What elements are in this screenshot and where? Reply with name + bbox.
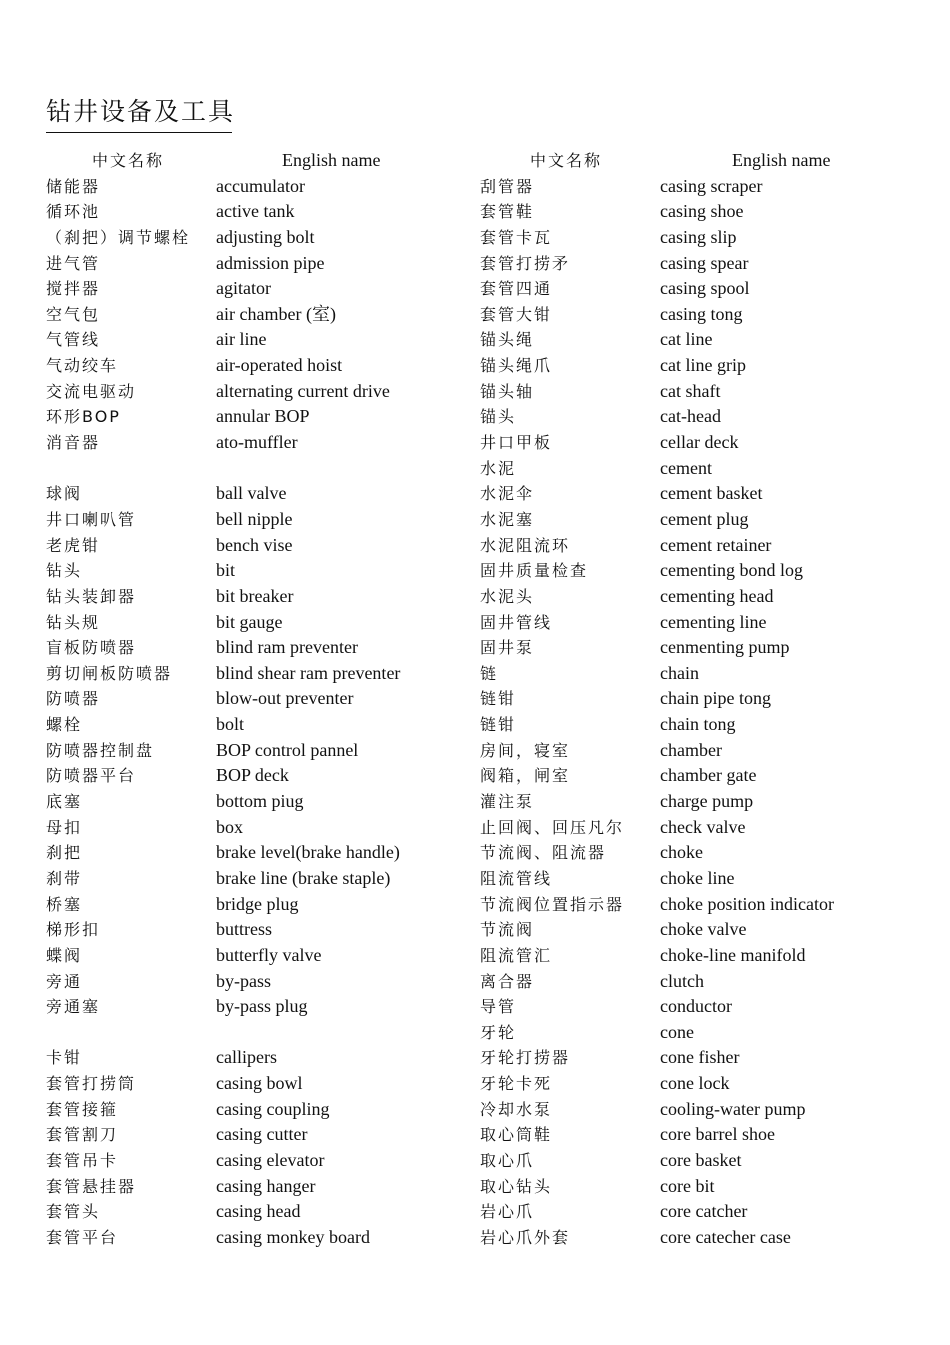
term-english: check valve [660, 816, 746, 837]
term-chinese: 套管打捞矛 [480, 253, 571, 273]
term-chinese: 节流阀位置指示器 [480, 894, 625, 914]
term-row [46, 276, 466, 302]
term-english: core basket [660, 1149, 742, 1170]
term-english: core catecher case [660, 1226, 791, 1247]
term-english: casing hanger [216, 1175, 316, 1196]
term-row [480, 1045, 920, 1071]
term-row [480, 251, 920, 277]
term-english: chain [660, 662, 699, 683]
term-chinese: 套管四通 [480, 279, 553, 299]
term-chinese: 搅拌器 [46, 279, 101, 299]
term-english: casing monkey board [216, 1226, 370, 1247]
term-row [480, 199, 920, 225]
term-english: clutch [660, 970, 704, 991]
term-chinese: 导管 [480, 997, 517, 1017]
term-english: butterfly valve [216, 944, 322, 965]
term-row [46, 302, 466, 328]
term-english: cat shaft [660, 380, 721, 401]
term-row [46, 1020, 466, 1046]
term-row [480, 738, 920, 764]
term-chinese: 牙轮卡死 [480, 1074, 553, 1094]
term-row [480, 174, 920, 200]
term-chinese: 气动绞车 [46, 356, 119, 376]
term-chinese: 蝶阀 [46, 945, 83, 965]
term-english: BOP deck [216, 765, 289, 786]
term-chinese: 旁通 [46, 971, 83, 991]
term-english: adjusting bolt [216, 226, 315, 247]
term-english: casing coupling [216, 1098, 330, 1119]
term-english: brake level(brake handle) [216, 842, 400, 863]
term-row [46, 1045, 466, 1071]
term-chinese: 防喷器 [46, 689, 101, 709]
term-chinese: 水泥头 [480, 586, 535, 606]
term-row [480, 610, 920, 636]
term-english: cone fisher [660, 1047, 740, 1068]
term-chinese: 锚头轴 [480, 381, 535, 401]
term-chinese: 锚头 [480, 407, 517, 427]
term-chinese: 冷却水泵 [480, 1099, 553, 1119]
term-english: casing scraper [660, 175, 763, 196]
term-english: core catcher [660, 1201, 748, 1222]
term-english: by-pass [216, 970, 271, 991]
term-row [480, 225, 920, 251]
header-chinese-name: 中文名称 [92, 151, 165, 170]
term-english: cementing bond log [660, 560, 803, 581]
term-english: casing elevator [216, 1149, 325, 1170]
term-english: callipers [216, 1047, 277, 1068]
term-row [46, 763, 466, 789]
term-row [480, 404, 920, 430]
term-english: alternating current drive [216, 380, 390, 401]
term-english: cement retainer [660, 534, 772, 555]
term-chinese: 套管吊卡 [46, 1150, 119, 1170]
term-english: choke position indicator [660, 893, 834, 914]
term-chinese: 套管平台 [46, 1227, 119, 1247]
term-english: cement basket [660, 483, 763, 504]
term-chinese: 套管割刀 [46, 1125, 119, 1145]
glossary-table-right [480, 148, 920, 1251]
term-chinese: 链钳 [480, 715, 517, 735]
term-row [480, 686, 920, 712]
table-header [480, 148, 920, 174]
term-chinese: 消音器 [46, 433, 101, 453]
term-row [480, 533, 920, 559]
term-row [480, 584, 920, 610]
term-chinese: 固井管线 [480, 612, 553, 632]
term-row [46, 815, 466, 841]
term-english: chain tong [660, 714, 736, 735]
term-chinese: 套管大钳 [480, 304, 553, 324]
term-chinese: 空气包 [46, 304, 101, 324]
term-chinese: 水泥伞 [480, 484, 535, 504]
term-row [46, 430, 466, 456]
term-row [46, 174, 466, 200]
term-row [480, 840, 920, 866]
glossary-table-left [46, 148, 466, 1251]
term-row [480, 789, 920, 815]
term-chinese: 旁通塞 [46, 997, 101, 1017]
term-chinese: 灌注泵 [480, 792, 535, 812]
term-row [480, 1148, 920, 1174]
term-chinese: 防喷器平台 [46, 766, 137, 786]
term-row [46, 1122, 466, 1148]
term-english: cementing head [660, 585, 774, 606]
term-chinese: 止回阀、回压凡尔 [480, 817, 625, 837]
term-chinese: 井口喇叭管 [46, 509, 137, 529]
term-chinese: 离合器 [480, 971, 535, 991]
term-row [46, 1225, 466, 1251]
term-row [480, 558, 920, 584]
term-chinese: 链 [480, 663, 499, 683]
term-english: casing tong [660, 303, 743, 324]
term-row [46, 994, 466, 1020]
term-english: air line [216, 329, 267, 350]
term-english: cement [660, 457, 712, 478]
term-chinese: 房间，寝室 [480, 740, 571, 760]
term-english: bench vise [216, 534, 293, 555]
term-english: cone lock [660, 1073, 730, 1094]
term-english: cellar deck [660, 432, 739, 453]
term-english: chamber gate [660, 765, 757, 786]
term-english: core bit [660, 1175, 715, 1196]
term-row [46, 635, 466, 661]
term-row [480, 1199, 920, 1225]
term-row [46, 1097, 466, 1123]
term-row [46, 481, 466, 507]
term-row [46, 1148, 466, 1174]
term-row [46, 610, 466, 636]
term-english: cenmenting pump [660, 637, 790, 658]
term-row [46, 738, 466, 764]
term-chinese: 水泥 [480, 458, 517, 478]
term-row [480, 302, 920, 328]
term-chinese: 刮管器 [480, 176, 535, 196]
term-english: accumulator [216, 175, 305, 196]
term-chinese: 钻头 [46, 561, 83, 581]
term-row [46, 251, 466, 277]
term-row [46, 404, 466, 430]
term-chinese: 刹带 [46, 868, 83, 888]
term-english: casing head [216, 1201, 301, 1222]
term-english: choke-line manifold [660, 944, 806, 965]
term-english: admission pipe [216, 252, 325, 273]
term-row [46, 917, 466, 943]
term-row [480, 635, 920, 661]
term-row [480, 712, 920, 738]
term-english: annular BOP [216, 406, 310, 427]
term-list-right [480, 174, 920, 1251]
term-chinese: 固井质量检查 [480, 561, 589, 581]
term-chinese: 阻流管汇 [480, 945, 553, 965]
term-row [46, 558, 466, 584]
term-chinese: 卡钳 [46, 1048, 83, 1068]
term-row [480, 1225, 920, 1251]
term-chinese: （刹把）调节螺栓 [46, 227, 191, 247]
term-row [46, 1071, 466, 1097]
term-chinese: 底塞 [46, 792, 83, 812]
term-chinese: 母扣 [46, 817, 83, 837]
term-english: BOP control pannel [216, 739, 359, 760]
term-english: box [216, 816, 243, 837]
term-english: bottom piug [216, 791, 304, 812]
term-chinese: 循环池 [46, 202, 101, 222]
term-chinese: 取心筒鞋 [480, 1125, 553, 1145]
term-chinese: 牙轮 [480, 1022, 517, 1042]
term-row [480, 943, 920, 969]
term-row [480, 917, 920, 943]
term-row [480, 1174, 920, 1200]
term-row [46, 661, 466, 687]
term-chinese: 老虎钳 [46, 535, 101, 555]
term-english: casing slip [660, 226, 737, 247]
term-chinese: 链钳 [480, 689, 517, 709]
term-row [46, 789, 466, 815]
term-row [480, 481, 920, 507]
term-chinese: 岩心爪外套 [480, 1227, 571, 1247]
term-row [46, 533, 466, 559]
term-chinese: 套管打捞筒 [46, 1074, 137, 1094]
term-chinese: 套管卡瓦 [480, 227, 553, 247]
term-english: casing shoe [660, 201, 744, 222]
term-english: charge pump [660, 791, 754, 812]
term-chinese: 球阀 [46, 484, 83, 504]
term-chinese: 岩心爪 [480, 1202, 535, 1222]
term-english: brake line (brake staple) [216, 867, 391, 888]
term-chinese: 进气管 [46, 253, 101, 273]
term-chinese: 节流阀 [480, 920, 535, 940]
term-row [480, 1020, 920, 1046]
term-row [46, 225, 466, 251]
term-chinese: 阀箱，闸室 [480, 766, 571, 786]
term-chinese: 梯形扣 [46, 920, 101, 940]
term-row [480, 994, 920, 1020]
term-row [46, 507, 466, 533]
term-chinese: 储能器 [46, 176, 101, 196]
header-english-name: English name [732, 150, 831, 170]
term-english: casing spear [660, 252, 749, 273]
term-chinese: 钻头规 [46, 612, 101, 632]
term-chinese: 井口甲板 [480, 433, 553, 453]
term-english: choke line [660, 867, 735, 888]
term-row [480, 969, 920, 995]
term-row [46, 353, 466, 379]
term-english: cat line [660, 329, 713, 350]
term-chinese: 螺栓 [46, 715, 83, 735]
term-english: chain pipe tong [660, 688, 771, 709]
term-chinese: 套管鞋 [480, 202, 535, 222]
term-chinese: 套管悬挂器 [46, 1176, 137, 1196]
term-row [480, 661, 920, 687]
term-english: blind shear ram preventer [216, 662, 401, 683]
term-row [480, 353, 920, 379]
term-row [480, 763, 920, 789]
term-row [480, 379, 920, 405]
term-english: chamber [660, 739, 722, 760]
term-row [480, 456, 920, 482]
term-english: active tank [216, 201, 295, 222]
term-row [480, 1122, 920, 1148]
term-chinese: 环形BOP [46, 407, 121, 427]
term-chinese: 钻头装卸器 [46, 586, 137, 606]
term-row [480, 327, 920, 353]
term-row [46, 712, 466, 738]
term-row [480, 507, 920, 533]
term-english: blind ram preventer [216, 637, 358, 658]
term-chinese: 气管线 [46, 330, 101, 350]
term-english: cat-head [660, 406, 721, 427]
term-row [46, 327, 466, 353]
term-english: bit gauge [216, 611, 283, 632]
term-row [480, 866, 920, 892]
term-chinese: 交流电驱动 [46, 381, 137, 401]
term-chinese: 水泥阻流环 [480, 535, 571, 555]
term-row [46, 969, 466, 995]
term-row [46, 1174, 466, 1200]
term-row [46, 866, 466, 892]
title-underline [46, 132, 232, 133]
term-row [46, 584, 466, 610]
term-english: casing bowl [216, 1073, 303, 1094]
term-english: cone [660, 1021, 694, 1042]
term-english: cooling-water pump [660, 1098, 806, 1119]
term-row [46, 379, 466, 405]
term-chinese: 水泥塞 [480, 509, 535, 529]
term-english: choke [660, 842, 703, 863]
term-row [46, 840, 466, 866]
term-english: core barrel shoe [660, 1124, 775, 1145]
term-row [480, 1071, 920, 1097]
term-english: ball valve [216, 483, 287, 504]
term-english: by-pass plug [216, 996, 308, 1017]
term-row [480, 430, 920, 456]
term-list-left [46, 174, 466, 1251]
term-row [46, 456, 466, 482]
term-english: air chamber (室) [216, 303, 336, 324]
term-english: bit [216, 560, 236, 581]
term-english: buttress [216, 919, 272, 940]
term-row [46, 943, 466, 969]
term-english: blow-out preventer [216, 688, 354, 709]
term-english: bit breaker [216, 585, 294, 606]
term-row [480, 276, 920, 302]
term-chinese: 桥塞 [46, 894, 83, 914]
term-english: ato-muffler [216, 432, 298, 453]
term-english: agitator [216, 278, 271, 299]
term-chinese: 套管头 [46, 1202, 101, 1222]
term-english: casing spool [660, 278, 750, 299]
term-row [46, 1199, 466, 1225]
term-chinese: 阻流管线 [480, 868, 553, 888]
term-row [480, 1097, 920, 1123]
term-english: choke valve [660, 919, 747, 940]
term-row [46, 199, 466, 225]
term-chinese: 节流阀、阻流器 [480, 843, 607, 863]
page-title: 钻井设备及工具 [46, 97, 236, 126]
term-english: cat line grip [660, 355, 746, 376]
term-chinese: 套管接箍 [46, 1099, 119, 1119]
term-chinese: 盲板防喷器 [46, 638, 137, 658]
term-row [480, 892, 920, 918]
term-chinese: 取心钻头 [480, 1176, 553, 1196]
term-row [46, 892, 466, 918]
term-row [46, 686, 466, 712]
term-english: cement plug [660, 508, 749, 529]
term-chinese: 取心爪 [480, 1150, 535, 1170]
term-chinese: 刹把 [46, 843, 83, 863]
header-english-name: English name [282, 150, 381, 170]
term-english: casing cutter [216, 1124, 308, 1145]
term-english: bolt [216, 714, 245, 735]
header-chinese-name: 中文名称 [530, 151, 603, 170]
term-row [480, 815, 920, 841]
term-english: bell nipple [216, 508, 293, 529]
term-chinese: 锚头绳 [480, 330, 535, 350]
term-english: air-operated hoist [216, 355, 343, 376]
term-english: conductor [660, 996, 732, 1017]
term-chinese: 锚头绳爪 [480, 356, 553, 376]
term-english: bridge plug [216, 893, 299, 914]
table-header [46, 148, 466, 174]
term-chinese: 防喷器控制盘 [46, 740, 155, 760]
term-chinese: 牙轮打捞器 [480, 1048, 571, 1068]
term-english: cementing line [660, 611, 767, 632]
term-chinese: 固井泵 [480, 638, 535, 658]
term-chinese: 剪切闸板防喷器 [46, 663, 173, 683]
